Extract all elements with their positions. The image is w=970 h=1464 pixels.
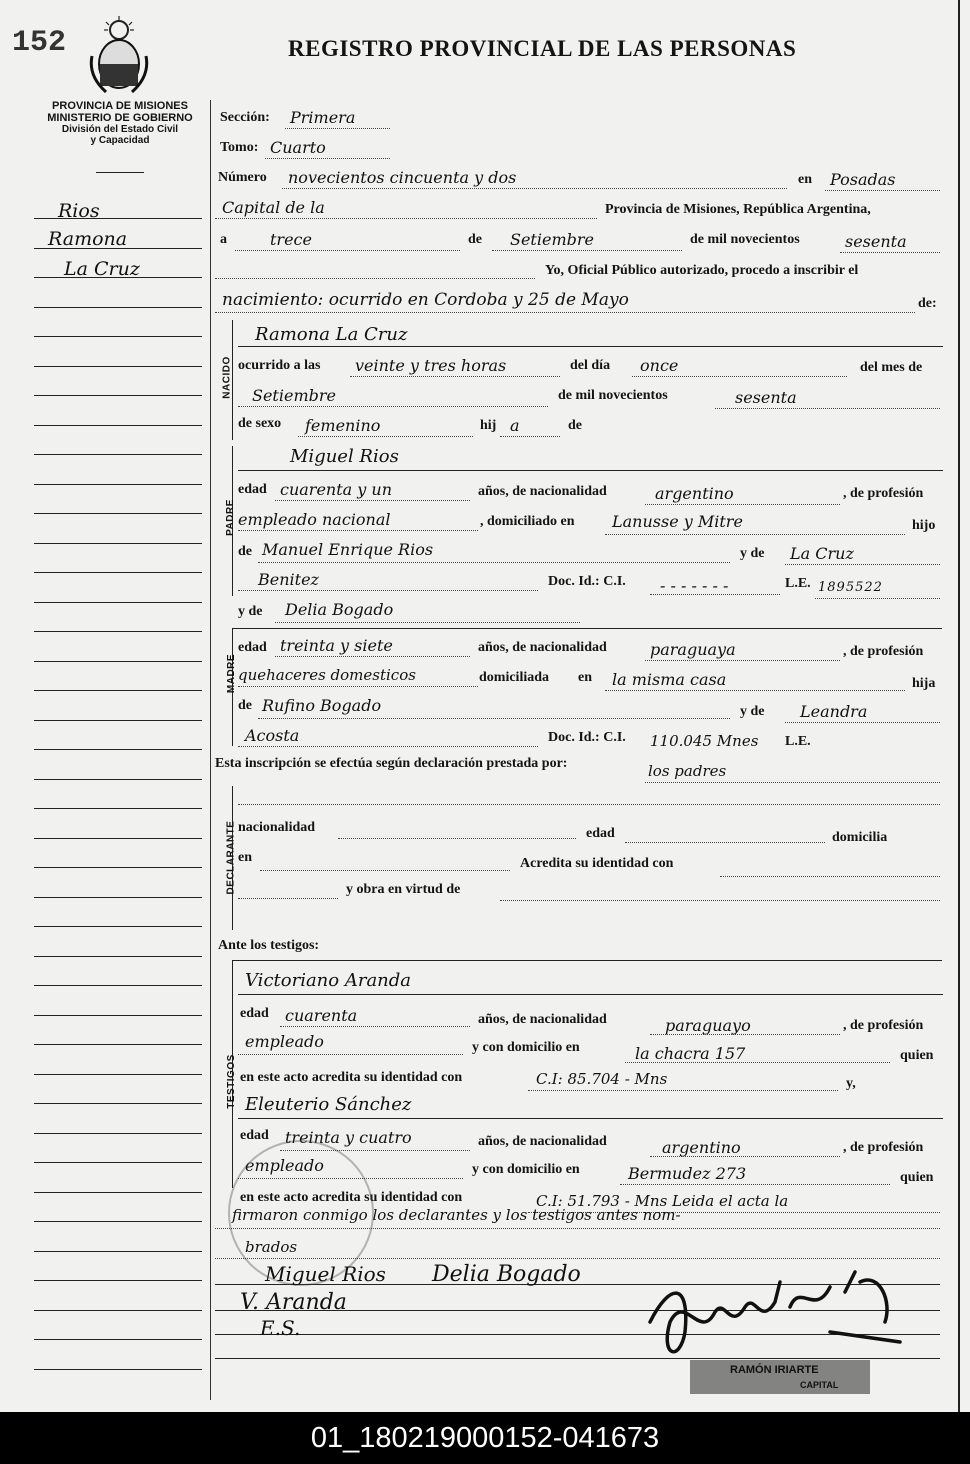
padre-ci: - - - - - - - (660, 576, 729, 595)
margin-line (34, 690, 202, 691)
madre-doc-label: Doc. Id.: C.I. (548, 730, 626, 745)
madre-intro-label: y de (238, 604, 263, 619)
margin-line (34, 720, 202, 721)
tipo-acta: nacimiento: ocurrido en Cordoba y 25 de Mayo (222, 290, 629, 310)
t1-edad-label: edad (240, 1006, 269, 1021)
scan-id-footer: 01_180219000152-041673 (0, 1412, 970, 1464)
hora-value: veinte y tres horas (355, 356, 507, 375)
margin-given-name: Ramona (48, 228, 128, 250)
t1-prof-label: , de profesión (843, 1018, 924, 1033)
testigo1-profesion: empleado (245, 1032, 324, 1051)
tomo-value: Cuarto (270, 138, 326, 157)
testigo2-nombre: Eleuterio Sánchez (245, 1094, 412, 1115)
de-mil-label: de mil novecientos (690, 232, 800, 247)
testigo1-nombre: Victoriano Aranda (245, 970, 412, 991)
margin-line (34, 513, 202, 514)
margin-line (34, 1133, 202, 1134)
de2-label: de (568, 418, 582, 433)
decl-en-label: en (238, 850, 252, 865)
abuela-paterna: La Cruz (790, 544, 854, 563)
declarante-value: los padres (648, 762, 727, 780)
padre-nac-label: años, de nacionalidad (478, 484, 607, 499)
domiciliado-label: , domiciliado en (480, 514, 575, 529)
margin-line (34, 1074, 202, 1075)
closing-line-1: firmaron conmigo los declarantes y los testigos antes nom- (232, 1206, 681, 1224)
margin-line (34, 1251, 202, 1252)
en-label: en (798, 172, 812, 187)
margin-line (34, 631, 202, 632)
padre-section-label: PADRE (224, 499, 236, 536)
hijo-label: hijo (912, 518, 936, 533)
margin-line (34, 1044, 202, 1045)
margin-line (34, 1103, 202, 1104)
padre-edad-label: edad (238, 482, 267, 497)
t2-nac-label: años, de nacionalidad (478, 1134, 607, 1149)
margin-line (34, 366, 202, 367)
signature-testigo2: E.S. (260, 1316, 301, 1340)
margin-line (34, 749, 202, 750)
provincia-label: Provincia de Misiones, República Argentina, (605, 202, 871, 217)
tomo-label: Tomo: (220, 140, 259, 155)
sexo-value: femenino (305, 416, 381, 435)
abuelo-paterno: Manuel Enrique Rios (262, 540, 434, 559)
abuela-materna-apellido: Acosta (245, 726, 300, 745)
madre-en-label: en (578, 670, 592, 685)
margin-surname: Rios (58, 200, 100, 222)
dia-value: once (640, 356, 679, 375)
signature-madre: Delia Bogado (432, 1262, 581, 1287)
padre-de-label: de (238, 544, 252, 559)
margin-line (34, 543, 202, 544)
margin-line (34, 1310, 202, 1311)
testigo1-edad: cuarenta (285, 1006, 358, 1025)
mes-inscripcion: Setiembre (510, 230, 594, 249)
testigo2-edad: treinta y cuatro (285, 1128, 412, 1147)
t1-quien-label: quien (900, 1048, 934, 1063)
margin-second-name: La Cruz (64, 258, 140, 280)
testigo2-profesion: empleado (245, 1156, 324, 1175)
madre-nac-label: años, de nacionalidad (478, 640, 607, 655)
official-stamp (690, 1360, 870, 1394)
stamp-place: CAPITAL (800, 1380, 839, 1390)
t1-domicilio-label: y con domicilio en (472, 1040, 580, 1055)
mes-value: Setiembre (252, 386, 336, 405)
oficial-label: Yo, Oficial Público autorizado, procedo a inscribir el (545, 263, 859, 278)
padre-nombre: Miguel Rios (290, 446, 399, 467)
numero-label: Número (218, 170, 267, 185)
hij-suffix-value: a (510, 416, 520, 435)
page-number: 152 (12, 26, 67, 60)
margin-line (34, 1280, 202, 1281)
t1-y-label: y, (846, 1076, 856, 1091)
margin-line (34, 838, 202, 839)
t2-acto-label: en este acto acredita su identidad con (240, 1190, 463, 1205)
seccion-value: Primera (290, 108, 356, 127)
madre-section-label: MADRE (226, 653, 238, 694)
madre-prof-label: , de profesión (843, 644, 924, 659)
madre-profesion: quehaceres domesticos (238, 666, 416, 684)
decl-acredita-label: Acredita su identidad con (520, 856, 674, 871)
margin-line (34, 484, 202, 485)
t2-prof-label: , de profesión (843, 1140, 924, 1155)
declaracion-label: Esta inscripción se efectúa según declaración prestada por: (215, 756, 568, 771)
signature-testigo1: V. Aranda (240, 1290, 347, 1315)
coat-of-arms-emblem (88, 16, 150, 96)
t2-quien-label: quien (900, 1170, 934, 1185)
decl-obra-label: y obra en virtud de (346, 882, 461, 897)
margin-line (34, 956, 202, 957)
madre-domicilio: la misma casa (612, 670, 727, 689)
madre-le-label: L.E. (785, 734, 811, 749)
margin-line (34, 661, 202, 662)
ocurrido-label: ocurrido a las (238, 358, 321, 373)
stamp-name: RAMÓN IRIARTE (730, 1364, 819, 1376)
padre-doc-label: Doc. Id.: C.I. (548, 574, 626, 589)
testigos-label: Ante los testigos: (218, 938, 320, 953)
margin-line (34, 572, 202, 573)
lugar-value: Posadas (830, 170, 896, 189)
margin-line (34, 395, 202, 396)
margin-line (34, 897, 202, 898)
margin-line (34, 1015, 202, 1016)
hij-label: hij (480, 418, 497, 433)
testigo2-doc: C.I: 51.793 - Mns Leida el acta la (536, 1192, 789, 1210)
official-signature (630, 1262, 910, 1372)
padre-profesion: empleado nacional (238, 510, 391, 529)
margin-line (34, 779, 202, 780)
margin-line (34, 1369, 202, 1370)
testigo2-nacionalidad: argentino (662, 1138, 741, 1157)
authority-block (30, 100, 210, 146)
seccion-label: Sección: (220, 110, 270, 125)
margin-line (34, 336, 202, 337)
margin-line (34, 602, 202, 603)
margin-line (34, 425, 202, 426)
nacido-section-label: NACIDO (221, 356, 233, 399)
anio-value: sesenta (735, 388, 797, 407)
madre-de-label: de (238, 698, 252, 713)
t1-nac-label: años, de nacionalidad (478, 1012, 607, 1027)
margin-line (34, 808, 202, 809)
numero-value: novecientos cincuenta y dos (288, 168, 517, 187)
margin-line (34, 867, 202, 868)
nacido-nombre: Ramona La Cruz (255, 324, 408, 345)
padre-nacionalidad: argentino (655, 484, 734, 503)
margin-line (34, 1192, 202, 1193)
madre-edad: treinta y siete (280, 636, 393, 655)
de-label: de (468, 232, 482, 247)
madre-y-de-label: y de (740, 704, 765, 719)
de-sexo-label: de sexo (238, 416, 282, 431)
padre-le-label: L.E. (785, 576, 811, 591)
madre-edad-label: edad (238, 640, 267, 655)
padre-domicilio: Lanusse y Mitre (612, 512, 743, 531)
padre-y-de-label: y de (740, 546, 765, 561)
document-title: REGISTRO PROVINCIAL DE LAS PERSONAS (288, 36, 797, 61)
testigo1-domicilio: la chacra 157 (635, 1044, 746, 1063)
padre-prof-label: , de profesión (843, 486, 924, 501)
domiciliada-label: domiciliada (479, 670, 550, 685)
t2-edad-label: edad (240, 1128, 269, 1143)
padre-edad: cuarenta y un (280, 480, 393, 499)
dia-inscripcion: trece (270, 230, 312, 249)
padre-le: 1895522 (818, 580, 883, 595)
margin-line (34, 985, 202, 986)
signature-padre: Miguel Rios (265, 1262, 386, 1286)
declarante-section-label: DECLARANTE (225, 820, 237, 895)
division-label: División del Estado Civil (61, 124, 179, 135)
province-label: PROVINCIA DE MISIONES (52, 100, 188, 112)
del-mes-label: del mes de (860, 360, 923, 375)
abuelo-materno: Rufino Bogado (262, 696, 382, 715)
decl-edad-label: edad (586, 826, 615, 841)
testigo2-domicilio: Bermudez 273 (628, 1164, 747, 1183)
ministry-label: MINISTERIO DE GOBIERNO (47, 112, 193, 124)
lugar2-value: Capital de la (222, 198, 325, 217)
abuela-materna: Leandra (800, 702, 868, 721)
margin-line (34, 1339, 202, 1340)
madre-nacionalidad: paraguaya (650, 640, 736, 659)
testigos-section-label: TESTIGOS (225, 1054, 237, 1109)
capacity-label: y Capacidad (90, 135, 150, 146)
closing-line-2: brados (245, 1238, 298, 1256)
anio-inscripcion: sesenta (845, 232, 907, 251)
decl-nac-label: nacionalidad (238, 820, 316, 835)
margin-line (34, 926, 202, 927)
madre-nombre: Delia Bogado (285, 600, 394, 619)
margin-line (34, 454, 202, 455)
testigo1-doc: C.I: 85.704 - Mns (536, 1070, 668, 1088)
hija-label: hija (912, 676, 936, 691)
madre-ci: 110.045 Mnes (650, 732, 759, 750)
decl-domicilia-label: domicilia (832, 830, 888, 845)
a-label: a (220, 232, 227, 247)
abuela-paterna-apellido: Benitez (258, 570, 319, 589)
margin-line (34, 1162, 202, 1163)
de-colon-label: de: (918, 296, 937, 311)
margin-line (34, 307, 202, 308)
t1-acto-label: en este acto acredita su identidad con (240, 1070, 463, 1085)
de-mil2-label: de mil novecientos (558, 388, 668, 403)
t2-domicilio-label: y con domicilio en (472, 1162, 580, 1177)
margin-line (34, 1221, 202, 1222)
testigo1-nacionalidad: paraguayo (665, 1016, 751, 1035)
del-dia-label: del día (570, 358, 611, 373)
